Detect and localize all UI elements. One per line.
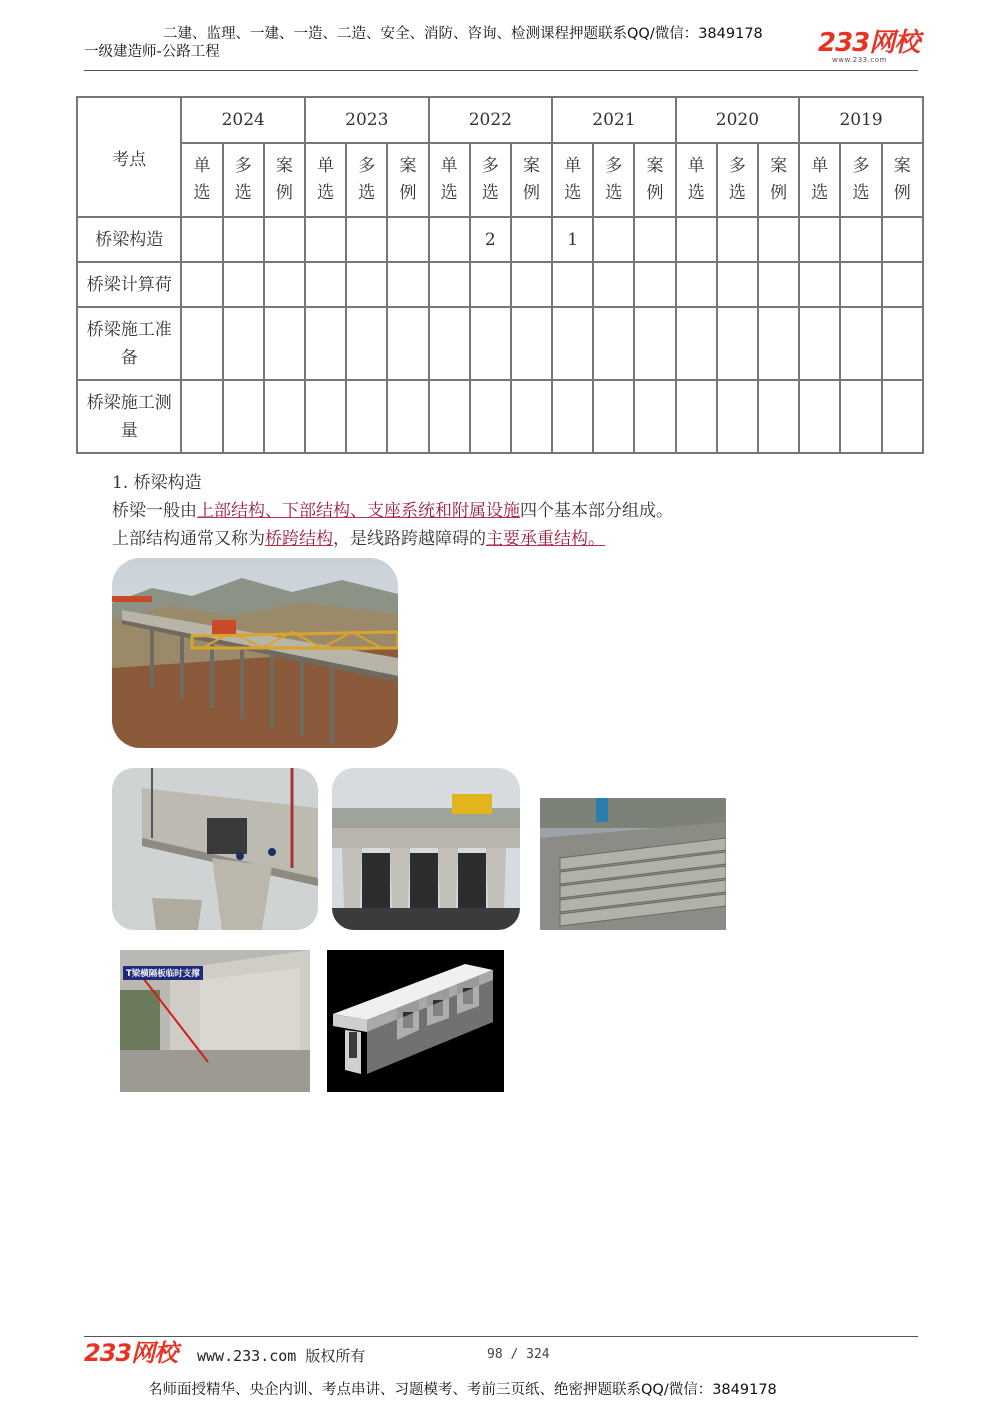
- section-heading: 1. 桥梁构造: [112, 473, 202, 493]
- count-cell: [223, 262, 264, 307]
- question-type-char: 多: [852, 156, 870, 176]
- question-type-cell: [470, 143, 511, 217]
- count-cell: [634, 262, 675, 307]
- header-promo-line: 二建、监理、一建、一造、二造、安全、消防、咨询、检测课程押题联系QQ/微信：3849178: [163, 26, 763, 42]
- logo-url: www.233.com: [832, 56, 887, 64]
- paragraph-1-highlight: 上部结构、下部结构、支座系统和附属设施: [197, 501, 520, 521]
- question-type-char: 例: [646, 183, 664, 203]
- paragraph-1-text: 桥梁一般由: [112, 501, 197, 521]
- count-cell: [511, 262, 552, 307]
- paragraph-2-text: 上部结构通常又称为: [112, 529, 265, 549]
- question-type-cell: [387, 143, 428, 217]
- footer-divider: [84, 1336, 918, 1337]
- photo-caption: T梁横隔板临时支撑: [123, 966, 203, 980]
- count-cell: [634, 217, 675, 262]
- count-cell: [264, 307, 305, 380]
- logo-text: 233网校: [818, 28, 920, 58]
- question-type-char: 例: [275, 183, 293, 203]
- question-type-char: 多: [481, 156, 499, 176]
- count-cell: [346, 217, 387, 262]
- question-type-cell: [264, 143, 305, 217]
- count-cell: [552, 307, 593, 380]
- question-type-cell: [758, 143, 799, 217]
- count-cell: [676, 307, 717, 380]
- question-type-char: 选: [687, 183, 705, 203]
- question-type-cell: [305, 143, 346, 217]
- page-number: 98 / 324: [487, 1347, 550, 1362]
- topic-cell: [77, 217, 181, 262]
- question-type-char: 选: [481, 183, 499, 203]
- count-cell: [429, 262, 470, 307]
- count-cell: [223, 380, 264, 453]
- count-cell: [429, 380, 470, 453]
- paragraph-2-highlight-2: 主要承重结构。: [486, 529, 605, 549]
- count-cell: [305, 262, 346, 307]
- question-type-char: 单: [564, 156, 582, 176]
- count-cell: [758, 307, 799, 380]
- count-cell: [717, 262, 758, 307]
- count-cell: [223, 217, 264, 262]
- question-type-char: 选: [358, 183, 376, 203]
- question-type-char: 选: [193, 183, 211, 203]
- question-type-cell: [429, 143, 470, 217]
- hollow-slab-photo: [540, 798, 726, 930]
- count-cell: [882, 307, 923, 380]
- t-beam-render: [327, 950, 504, 1092]
- topic-line: 桥梁构造: [95, 229, 164, 250]
- question-type-cell: [181, 143, 222, 217]
- paragraph-2-highlight-1: 桥跨结构: [265, 529, 333, 549]
- question-type-cell: [799, 143, 840, 217]
- topic-line: 桥梁计算荷: [86, 274, 172, 295]
- table-header-types: [77, 143, 923, 217]
- paragraph-2-text-mid: ，是线路跨越障碍的: [333, 529, 486, 549]
- question-type-char: 案: [646, 156, 664, 176]
- question-type-char: 选: [728, 183, 746, 203]
- count-cell: [387, 217, 428, 262]
- count-cell: [758, 217, 799, 262]
- table-row: [77, 262, 923, 307]
- count-cell: [264, 262, 305, 307]
- count-cell: [264, 217, 305, 262]
- footer-promo-line: 名师面授精华、央企内训、考点串讲、习题模考、考前三页纸、绝密押题联系QQ/微信：3849178: [148, 1382, 777, 1398]
- exam-points-table: [76, 96, 924, 454]
- count-cell: [799, 217, 840, 262]
- count-cell: [346, 307, 387, 380]
- count-cell: [676, 380, 717, 453]
- question-type-char: 多: [358, 156, 376, 176]
- paragraph-2: [112, 524, 605, 549]
- year-header-cell: 2021: [552, 97, 676, 143]
- count-cell: [840, 307, 881, 380]
- question-type-char: 选: [852, 183, 870, 203]
- box-girder-photo: [112, 768, 318, 930]
- document-title: 一级建造师-公路工程: [84, 44, 220, 60]
- topic-cell: [77, 262, 181, 307]
- count-cell: [552, 262, 593, 307]
- question-type-char: 选: [234, 183, 252, 203]
- footer-logo: [84, 1340, 177, 1366]
- header-divider: [84, 70, 918, 71]
- topic-line: 桥梁施工准: [86, 319, 172, 340]
- topic-line: 桥梁施工测: [86, 392, 172, 413]
- question-type-char: 选: [440, 183, 458, 203]
- count-cell: [882, 262, 923, 307]
- question-type-char: 例: [523, 183, 540, 203]
- question-type-char: 单: [440, 156, 458, 176]
- count-cell: [387, 307, 428, 380]
- question-type-char: 单: [687, 156, 705, 176]
- count-cell: [840, 262, 881, 307]
- count-cell: [593, 217, 634, 262]
- table-row: [77, 380, 923, 453]
- count-cell: [758, 380, 799, 453]
- footer-copyright: www.233.com 版权所有: [197, 1347, 366, 1365]
- count-cell: [717, 380, 758, 453]
- count-cell: [429, 217, 470, 262]
- question-type-char: 单: [317, 156, 335, 176]
- count-cell: [799, 307, 840, 380]
- count-cell: [634, 307, 675, 380]
- question-type-cell: [223, 143, 264, 217]
- count-cell: [634, 380, 675, 453]
- count-cell: [181, 380, 222, 453]
- count-cell: [305, 217, 346, 262]
- year-header-cell: 2019: [799, 97, 923, 143]
- count-cell: [882, 217, 923, 262]
- year-header-cell: 2022: [429, 97, 553, 143]
- question-type-char: 案: [523, 156, 540, 176]
- t-beam-diaphragm-photo: [120, 950, 310, 1092]
- question-type-char: 单: [193, 156, 211, 176]
- count-cell: [840, 380, 881, 453]
- question-type-cell: [593, 143, 634, 217]
- count-cell: 2: [470, 217, 511, 262]
- t-beam-section-photo: [332, 768, 520, 930]
- count-cell: [429, 307, 470, 380]
- question-type-cell: [717, 143, 758, 217]
- question-type-cell: [346, 143, 387, 217]
- question-type-char: 案: [399, 156, 417, 176]
- question-type-char: 例: [893, 183, 911, 203]
- question-type-char: 选: [605, 183, 623, 203]
- count-cell: [264, 380, 305, 453]
- question-type-char: 案: [275, 156, 293, 176]
- year-header-cell: 2023: [305, 97, 429, 143]
- count-cell: [593, 262, 634, 307]
- count-cell: [593, 307, 634, 380]
- count-cell: [470, 307, 511, 380]
- count-cell: 1: [552, 217, 593, 262]
- count-cell: [223, 307, 264, 380]
- count-cell: [840, 217, 881, 262]
- count-cell: [470, 262, 511, 307]
- count-cell: [181, 217, 222, 262]
- question-type-cell: [552, 143, 593, 217]
- count-cell: [305, 307, 346, 380]
- question-type-char: 多: [234, 156, 252, 176]
- count-cell: [387, 380, 428, 453]
- topic-cell: [77, 380, 181, 453]
- count-cell: [882, 380, 923, 453]
- count-cell: [676, 217, 717, 262]
- topic-line: 量: [120, 420, 138, 441]
- count-cell: [387, 262, 428, 307]
- question-type-char: 选: [811, 183, 829, 203]
- question-type-char: 例: [399, 183, 417, 203]
- topic-line: 备: [120, 347, 138, 368]
- question-type-char: 选: [564, 183, 582, 203]
- footer-logo-text: 233网校: [84, 1339, 178, 1367]
- count-cell: [593, 380, 634, 453]
- count-cell: [511, 307, 552, 380]
- question-type-char: 多: [728, 156, 746, 176]
- question-type-char: 多: [605, 156, 623, 176]
- count-cell: [346, 380, 387, 453]
- question-type-cell: [882, 143, 923, 217]
- brand-logo: [818, 30, 919, 64]
- count-cell: [181, 307, 222, 380]
- question-type-char: 单: [811, 156, 829, 176]
- question-type-cell: [840, 143, 881, 217]
- count-cell: [511, 217, 552, 262]
- count-cell: [346, 262, 387, 307]
- table-row: [77, 217, 923, 262]
- count-cell: [799, 262, 840, 307]
- table-row: [77, 307, 923, 380]
- paragraph-1-text-end: 四个基本部分组成。: [520, 501, 673, 521]
- paragraph-1: [112, 496, 673, 521]
- question-type-char: 选: [317, 183, 335, 203]
- question-type-char: 案: [893, 156, 911, 176]
- count-cell: [470, 380, 511, 453]
- count-cell: [758, 262, 799, 307]
- count-cell: [717, 217, 758, 262]
- question-type-cell: [511, 143, 552, 217]
- question-type-char: 例: [770, 183, 788, 203]
- count-cell: [511, 380, 552, 453]
- topic-header-cell: 考点: [77, 97, 181, 217]
- question-type-char: 案: [770, 156, 788, 176]
- bridge-construction-photo: [112, 558, 398, 748]
- question-type-cell: [676, 143, 717, 217]
- count-cell: [305, 380, 346, 453]
- year-header-cell: 2020: [676, 97, 800, 143]
- question-type-cell: [634, 143, 675, 217]
- count-cell: [799, 380, 840, 453]
- topic-cell: [77, 307, 181, 380]
- table-header-years: [77, 97, 923, 143]
- year-header-cell: 2024: [181, 97, 305, 143]
- count-cell: [676, 262, 717, 307]
- count-cell: [181, 262, 222, 307]
- count-cell: [717, 307, 758, 380]
- count-cell: [552, 380, 593, 453]
